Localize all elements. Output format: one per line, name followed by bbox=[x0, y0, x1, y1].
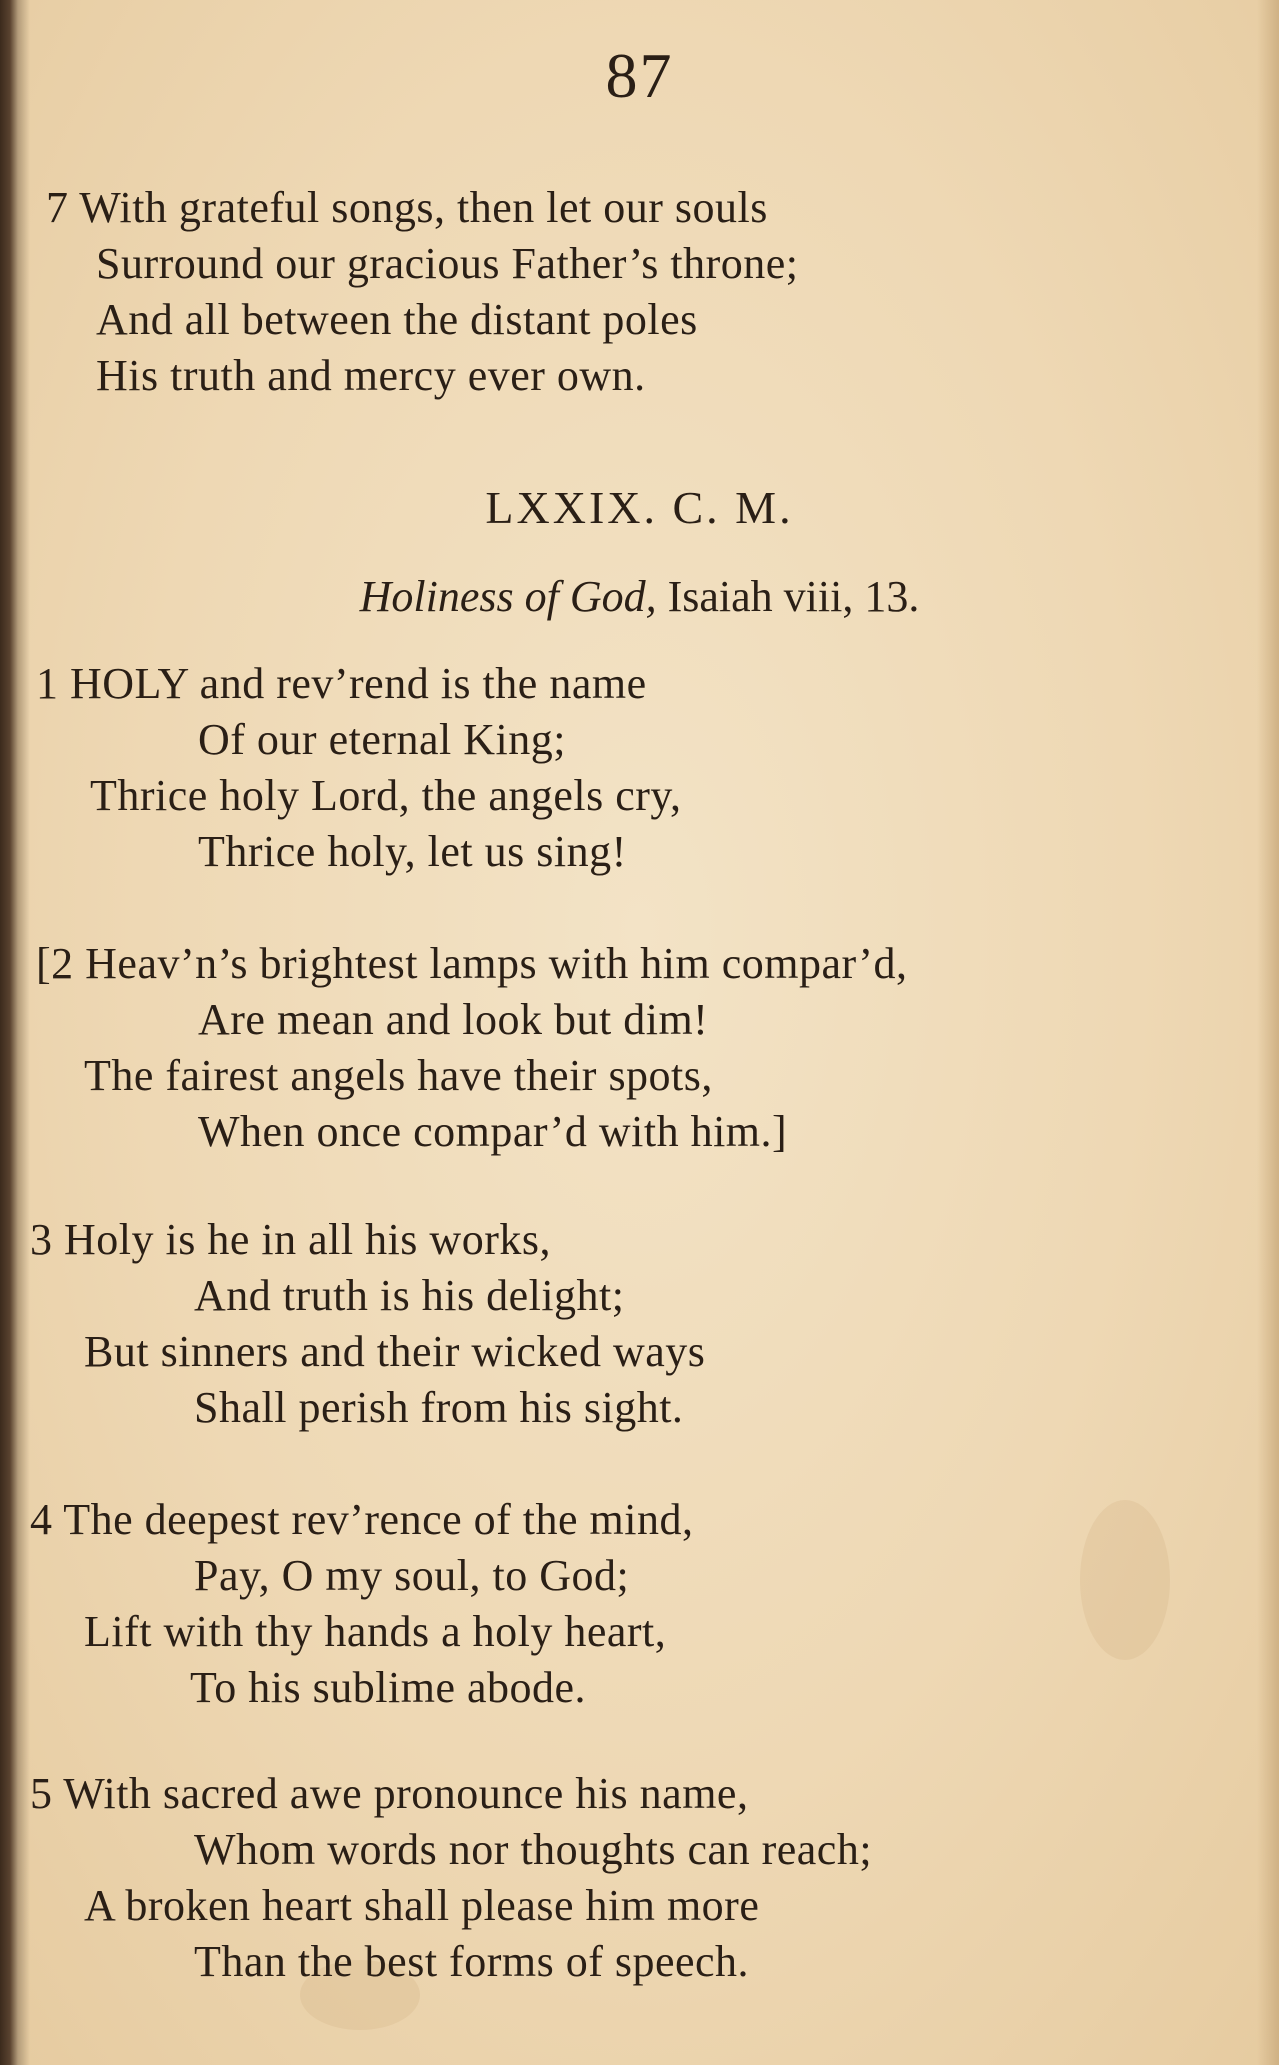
page-edge-shadow bbox=[1257, 0, 1279, 2065]
hymn-subtitle bbox=[0, 568, 1279, 626]
verse-line: Thrice holy Lord, the angels cry, bbox=[90, 771, 682, 820]
verse-line: 7 With grateful songs, then let our souls bbox=[46, 183, 768, 232]
verse-line: 4 The deepest rev’rence of the mind, bbox=[30, 1495, 694, 1544]
verse-line: To his sublime abode. bbox=[190, 1663, 587, 1712]
verse-line: 5 With sacred awe pronounce his name, bbox=[30, 1769, 749, 1818]
verse-line: [2 Heav’n’s brightest lamps with him compar’d, bbox=[36, 939, 908, 988]
scripture-reference: Isaiah viii, 13. bbox=[667, 572, 920, 621]
verse-line: The fairest angels have their spots, bbox=[84, 1051, 713, 1100]
verse-line: When once compar’d with him.] bbox=[198, 1107, 788, 1156]
verse-line: A broken heart shall please him more bbox=[84, 1881, 760, 1930]
page-binding-shadow bbox=[0, 0, 30, 2065]
paper-stain bbox=[1080, 1500, 1170, 1660]
verse-line: 3 Holy is he in all his works, bbox=[30, 1215, 551, 1264]
verse-line: Of our eternal King; bbox=[198, 715, 566, 764]
verse-line: Whom words nor thoughts can reach; bbox=[194, 1825, 873, 1874]
verse-line: But sinners and their wicked ways bbox=[84, 1327, 706, 1376]
verse-line: And truth is his delight; bbox=[194, 1271, 625, 1320]
verse-line: Than the best forms of speech. bbox=[194, 1937, 750, 1986]
verse-line: Lift with thy hands a holy heart, bbox=[84, 1607, 667, 1656]
verse-line: Surround our gracious Father’s throne; bbox=[96, 239, 799, 288]
verse-line: And all between the distant poles bbox=[96, 295, 698, 344]
verse-line: Shall perish from his sight. bbox=[194, 1383, 684, 1432]
page-number: 87 bbox=[605, 40, 674, 111]
verse-line: Are mean and look but dim! bbox=[198, 995, 709, 1044]
hymn-title: LXXIX. C. M. bbox=[485, 482, 794, 533]
verse-line: Thrice holy, let us sing! bbox=[198, 827, 627, 876]
verse-line: His truth and mercy ever own. bbox=[96, 351, 646, 400]
verse-line: 1 HOLY and rev’rend is the name bbox=[36, 659, 647, 708]
hymn-subtitle-italic: Holiness of God, bbox=[359, 572, 657, 621]
verse-line: Pay, O my soul, to God; bbox=[194, 1551, 630, 1600]
